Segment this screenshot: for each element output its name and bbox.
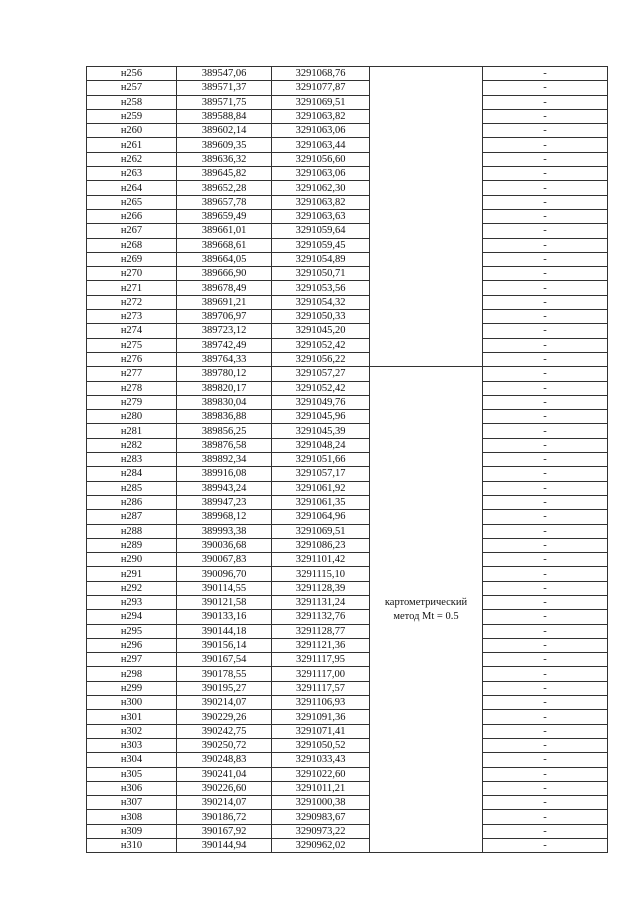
x-coordinate-cell: 389764,33 [177, 352, 272, 366]
point-name-cell: н257 [87, 81, 177, 95]
method-cell [370, 367, 483, 853]
y-coordinate-cell: 3291056,22 [272, 352, 370, 366]
description-cell: - [483, 538, 608, 552]
description-cell: - [483, 481, 608, 495]
description-cell: - [483, 224, 608, 238]
table-row [87, 195, 608, 209]
x-coordinate-cell: 389780,12 [177, 367, 272, 381]
x-coordinate-cell: 389678,49 [177, 281, 272, 295]
x-coordinate-cell: 390241,04 [177, 767, 272, 781]
point-name-cell: н271 [87, 281, 177, 295]
table-row [87, 338, 608, 352]
table-row [87, 481, 608, 495]
description-cell: - [483, 624, 608, 638]
x-coordinate-cell: 389609,35 [177, 138, 272, 152]
y-coordinate-cell: 3291115,10 [272, 567, 370, 581]
table-row [87, 95, 608, 109]
point-name-cell: н280 [87, 410, 177, 424]
table-row [87, 595, 608, 609]
y-coordinate-cell: 3290983,67 [272, 810, 370, 824]
point-name-cell: н287 [87, 510, 177, 524]
method-name: картометрический [384, 596, 468, 608]
table-row [87, 796, 608, 810]
point-name-cell: н278 [87, 381, 177, 395]
x-coordinate-cell: 389652,28 [177, 181, 272, 195]
description-cell: - [483, 138, 608, 152]
point-name-cell: н256 [87, 67, 177, 81]
point-name-cell: н293 [87, 595, 177, 609]
point-name-cell: н259 [87, 109, 177, 123]
table-row [87, 267, 608, 281]
table-row [87, 524, 608, 538]
y-coordinate-cell: 3291121,36 [272, 638, 370, 652]
description-cell: - [483, 324, 608, 338]
table-row [87, 710, 608, 724]
y-coordinate-cell: 3291117,00 [272, 667, 370, 681]
y-coordinate-cell: 3291059,64 [272, 224, 370, 238]
x-coordinate-cell: 389856,25 [177, 424, 272, 438]
y-coordinate-cell: 3291011,21 [272, 781, 370, 795]
table-row [87, 81, 608, 95]
table-row [87, 738, 608, 752]
y-coordinate-cell: 3291049,76 [272, 395, 370, 409]
description-cell: - [483, 152, 608, 166]
point-name-cell: н284 [87, 467, 177, 481]
x-coordinate-cell: 390067,83 [177, 553, 272, 567]
y-coordinate-cell: 3291132,76 [272, 610, 370, 624]
table-row [87, 581, 608, 595]
point-name-cell: н294 [87, 610, 177, 624]
table-row [87, 124, 608, 138]
y-coordinate-cell: 3291057,27 [272, 367, 370, 381]
x-coordinate-cell: 390226,60 [177, 781, 272, 795]
y-coordinate-cell: 3291117,57 [272, 681, 370, 695]
description-cell: - [483, 653, 608, 667]
table-row [87, 252, 608, 266]
point-name-cell: н296 [87, 638, 177, 652]
x-coordinate-cell: 389547,06 [177, 67, 272, 81]
table-row [87, 495, 608, 509]
y-coordinate-cell: 3291128,77 [272, 624, 370, 638]
point-name-cell: н264 [87, 181, 177, 195]
description-cell: - [483, 424, 608, 438]
description-cell: - [483, 667, 608, 681]
description-cell: - [483, 338, 608, 352]
point-name-cell: н270 [87, 267, 177, 281]
y-coordinate-cell: 3291061,35 [272, 495, 370, 509]
x-coordinate-cell: 389571,75 [177, 95, 272, 109]
description-cell: - [483, 109, 608, 123]
x-coordinate-cell: 390096,70 [177, 567, 272, 581]
description-cell: - [483, 238, 608, 252]
method-accuracy: метод Mt = 0.5 [393, 610, 459, 622]
point-name-cell: н277 [87, 367, 177, 381]
table-row [87, 152, 608, 166]
point-name-cell: н298 [87, 667, 177, 681]
x-coordinate-cell: 390114,55 [177, 581, 272, 595]
description-cell: - [483, 67, 608, 81]
y-coordinate-cell: 3291071,41 [272, 724, 370, 738]
x-coordinate-cell: 390242,75 [177, 724, 272, 738]
y-coordinate-cell: 3291056,60 [272, 152, 370, 166]
description-cell: - [483, 839, 608, 853]
table-row [87, 295, 608, 309]
description-cell: - [483, 681, 608, 695]
description-cell: - [483, 796, 608, 810]
x-coordinate-cell: 390250,72 [177, 738, 272, 752]
description-cell: - [483, 753, 608, 767]
description-cell: - [483, 195, 608, 209]
x-coordinate-cell: 389645,82 [177, 167, 272, 181]
table-row [87, 653, 608, 667]
description-cell: - [483, 81, 608, 95]
y-coordinate-cell: 3291101,42 [272, 553, 370, 567]
y-coordinate-cell: 3291057,17 [272, 467, 370, 481]
y-coordinate-cell: 3291050,33 [272, 310, 370, 324]
x-coordinate-cell: 389742,49 [177, 338, 272, 352]
point-name-cell: н310 [87, 839, 177, 853]
point-name-cell: н275 [87, 338, 177, 352]
x-coordinate-cell: 390036,68 [177, 538, 272, 552]
table-row [87, 281, 608, 295]
y-coordinate-cell: 3291128,39 [272, 581, 370, 595]
y-coordinate-cell: 3291069,51 [272, 95, 370, 109]
coordinates-table-body [87, 67, 608, 853]
y-coordinate-cell: 3291091,36 [272, 710, 370, 724]
x-coordinate-cell: 390167,92 [177, 824, 272, 838]
x-coordinate-cell: 389571,37 [177, 81, 272, 95]
point-name-cell: н267 [87, 224, 177, 238]
table-row [87, 538, 608, 552]
point-name-cell: н302 [87, 724, 177, 738]
y-coordinate-cell: 3291063,63 [272, 209, 370, 223]
y-coordinate-cell: 3291050,52 [272, 738, 370, 752]
description-cell: - [483, 495, 608, 509]
description-cell: - [483, 209, 608, 223]
description-cell: - [483, 252, 608, 266]
point-name-cell: н297 [87, 653, 177, 667]
point-name-cell: н301 [87, 710, 177, 724]
x-coordinate-cell: 389636,32 [177, 152, 272, 166]
description-cell: - [483, 453, 608, 467]
table-row [87, 381, 608, 395]
x-coordinate-cell: 389661,01 [177, 224, 272, 238]
table-row [87, 224, 608, 238]
y-coordinate-cell: 3291033,43 [272, 753, 370, 767]
table-row [87, 395, 608, 409]
point-name-cell: н282 [87, 438, 177, 452]
table-row [87, 781, 608, 795]
y-coordinate-cell: 3291045,96 [272, 410, 370, 424]
y-coordinate-cell: 3290962,02 [272, 839, 370, 853]
table-row [87, 667, 608, 681]
y-coordinate-cell: 3291063,44 [272, 138, 370, 152]
x-coordinate-cell: 390156,14 [177, 638, 272, 652]
description-cell: - [483, 281, 608, 295]
table-row [87, 238, 608, 252]
point-name-cell: н295 [87, 624, 177, 638]
x-coordinate-cell: 389659,49 [177, 209, 272, 223]
description-cell: - [483, 567, 608, 581]
y-coordinate-cell: 3291048,24 [272, 438, 370, 452]
y-coordinate-cell: 3291061,92 [272, 481, 370, 495]
y-coordinate-cell: 3291086,23 [272, 538, 370, 552]
x-coordinate-cell: 389993,38 [177, 524, 272, 538]
description-cell: - [483, 395, 608, 409]
table-row [87, 510, 608, 524]
x-coordinate-cell: 390178,55 [177, 667, 272, 681]
description-cell: - [483, 767, 608, 781]
point-name-cell: н268 [87, 238, 177, 252]
description-cell: - [483, 410, 608, 424]
y-coordinate-cell: 3291131,24 [272, 595, 370, 609]
x-coordinate-cell: 390133,16 [177, 610, 272, 624]
description-cell: - [483, 781, 608, 795]
x-coordinate-cell: 389723,12 [177, 324, 272, 338]
table-row [87, 624, 608, 638]
x-coordinate-cell: 390214,07 [177, 796, 272, 810]
y-coordinate-cell: 3291069,51 [272, 524, 370, 538]
description-cell: - [483, 738, 608, 752]
table-row [87, 567, 608, 581]
table-row [87, 724, 608, 738]
x-coordinate-cell: 390214,07 [177, 696, 272, 710]
description-cell: - [483, 352, 608, 366]
description-cell: - [483, 581, 608, 595]
y-coordinate-cell: 3291022,60 [272, 767, 370, 781]
point-name-cell: н286 [87, 495, 177, 509]
x-coordinate-cell: 389691,21 [177, 295, 272, 309]
description-cell: - [483, 510, 608, 524]
y-coordinate-cell: 3291063,06 [272, 124, 370, 138]
point-name-cell: н283 [87, 453, 177, 467]
description-cell: - [483, 295, 608, 309]
point-name-cell: н291 [87, 567, 177, 581]
table-row [87, 109, 608, 123]
x-coordinate-cell: 390186,72 [177, 810, 272, 824]
y-coordinate-cell: 3291051,66 [272, 453, 370, 467]
x-coordinate-cell: 389668,61 [177, 238, 272, 252]
point-name-cell: н292 [87, 581, 177, 595]
table-row [87, 181, 608, 195]
description-cell: - [483, 595, 608, 609]
point-name-cell: н266 [87, 209, 177, 223]
point-name-cell: н276 [87, 352, 177, 366]
table-row [87, 67, 608, 81]
table-row [87, 824, 608, 838]
y-coordinate-cell: 3291052,42 [272, 338, 370, 352]
point-name-cell: н261 [87, 138, 177, 152]
y-coordinate-cell: 3291053,56 [272, 281, 370, 295]
table-row [87, 839, 608, 853]
y-coordinate-cell: 3291045,20 [272, 324, 370, 338]
description-cell: - [483, 610, 608, 624]
x-coordinate-cell: 389602,14 [177, 124, 272, 138]
point-name-cell: н262 [87, 152, 177, 166]
point-name-cell: н258 [87, 95, 177, 109]
table-row [87, 424, 608, 438]
description-cell: - [483, 553, 608, 567]
description-cell: - [483, 267, 608, 281]
table-row [87, 167, 608, 181]
table-row [87, 553, 608, 567]
table-row [87, 453, 608, 467]
point-name-cell: н269 [87, 252, 177, 266]
y-coordinate-cell: 3291054,32 [272, 295, 370, 309]
description-cell: - [483, 310, 608, 324]
x-coordinate-cell: 389706,97 [177, 310, 272, 324]
x-coordinate-cell: 389836,88 [177, 410, 272, 424]
table-row [87, 767, 608, 781]
table-row [87, 324, 608, 338]
point-name-cell: н307 [87, 796, 177, 810]
y-coordinate-cell: 3291050,71 [272, 267, 370, 281]
y-coordinate-cell: 3291052,42 [272, 381, 370, 395]
point-name-cell: н303 [87, 738, 177, 752]
x-coordinate-cell: 389892,34 [177, 453, 272, 467]
description-cell: - [483, 438, 608, 452]
table-row [87, 753, 608, 767]
table-row [87, 610, 608, 624]
description-cell: - [483, 724, 608, 738]
point-name-cell: н308 [87, 810, 177, 824]
description-cell: - [483, 167, 608, 181]
point-name-cell: н273 [87, 310, 177, 324]
table-row [87, 367, 608, 381]
y-coordinate-cell: 3291063,06 [272, 167, 370, 181]
x-coordinate-cell: 390195,27 [177, 681, 272, 695]
y-coordinate-cell: 3290973,22 [272, 824, 370, 838]
description-cell: - [483, 467, 608, 481]
x-coordinate-cell: 390144,94 [177, 839, 272, 853]
table-row [87, 438, 608, 452]
x-coordinate-cell: 389830,04 [177, 395, 272, 409]
table-row [87, 410, 608, 424]
y-coordinate-cell: 3291045,39 [272, 424, 370, 438]
y-coordinate-cell: 3291063,82 [272, 109, 370, 123]
x-coordinate-cell: 390167,54 [177, 653, 272, 667]
x-coordinate-cell: 390248,83 [177, 753, 272, 767]
y-coordinate-cell: 3291000,38 [272, 796, 370, 810]
point-name-cell: н304 [87, 753, 177, 767]
table-row [87, 638, 608, 652]
description-cell: - [483, 181, 608, 195]
x-coordinate-cell: 389916,08 [177, 467, 272, 481]
description-cell: - [483, 696, 608, 710]
x-coordinate-cell: 389820,17 [177, 381, 272, 395]
description-cell: - [483, 810, 608, 824]
point-name-cell: н279 [87, 395, 177, 409]
y-coordinate-cell: 3291117,95 [272, 653, 370, 667]
coordinates-table [86, 66, 608, 853]
x-coordinate-cell: 390144,18 [177, 624, 272, 638]
point-name-cell: н263 [87, 167, 177, 181]
description-cell: - [483, 367, 608, 381]
x-coordinate-cell: 389657,78 [177, 195, 272, 209]
description-cell: - [483, 95, 608, 109]
x-coordinate-cell: 389876,58 [177, 438, 272, 452]
x-coordinate-cell: 389588,84 [177, 109, 272, 123]
point-name-cell: н285 [87, 481, 177, 495]
point-name-cell: н265 [87, 195, 177, 209]
y-coordinate-cell: 3291077,87 [272, 81, 370, 95]
table-row [87, 310, 608, 324]
x-coordinate-cell: 390121,58 [177, 595, 272, 609]
point-name-cell: н274 [87, 324, 177, 338]
description-cell: - [483, 381, 608, 395]
method-cell-empty [370, 67, 483, 367]
point-name-cell: н272 [87, 295, 177, 309]
table-row [87, 810, 608, 824]
description-cell: - [483, 524, 608, 538]
y-coordinate-cell: 3291064,96 [272, 510, 370, 524]
point-name-cell: н300 [87, 696, 177, 710]
table-row [87, 696, 608, 710]
description-cell: - [483, 710, 608, 724]
x-coordinate-cell: 389947,23 [177, 495, 272, 509]
y-coordinate-cell: 3291063,82 [272, 195, 370, 209]
table-row [87, 467, 608, 481]
table-row [87, 681, 608, 695]
y-coordinate-cell: 3291106,93 [272, 696, 370, 710]
description-cell: - [483, 124, 608, 138]
point-name-cell: н290 [87, 553, 177, 567]
point-name-cell: н289 [87, 538, 177, 552]
x-coordinate-cell: 390229,26 [177, 710, 272, 724]
y-coordinate-cell: 3291059,45 [272, 238, 370, 252]
point-name-cell: н299 [87, 681, 177, 695]
table-row [87, 352, 608, 366]
x-coordinate-cell: 389666,90 [177, 267, 272, 281]
y-coordinate-cell: 3291054,89 [272, 252, 370, 266]
x-coordinate-cell: 389968,12 [177, 510, 272, 524]
point-name-cell: н305 [87, 767, 177, 781]
description-cell: - [483, 638, 608, 652]
x-coordinate-cell: 389943,24 [177, 481, 272, 495]
point-name-cell: н260 [87, 124, 177, 138]
y-coordinate-cell: 3291062,30 [272, 181, 370, 195]
x-coordinate-cell: 389664,05 [177, 252, 272, 266]
point-name-cell: н306 [87, 781, 177, 795]
point-name-cell: н288 [87, 524, 177, 538]
description-cell: - [483, 824, 608, 838]
table-row [87, 138, 608, 152]
y-coordinate-cell: 3291068,76 [272, 67, 370, 81]
point-name-cell: н281 [87, 424, 177, 438]
point-name-cell: н309 [87, 824, 177, 838]
table-row [87, 209, 608, 223]
